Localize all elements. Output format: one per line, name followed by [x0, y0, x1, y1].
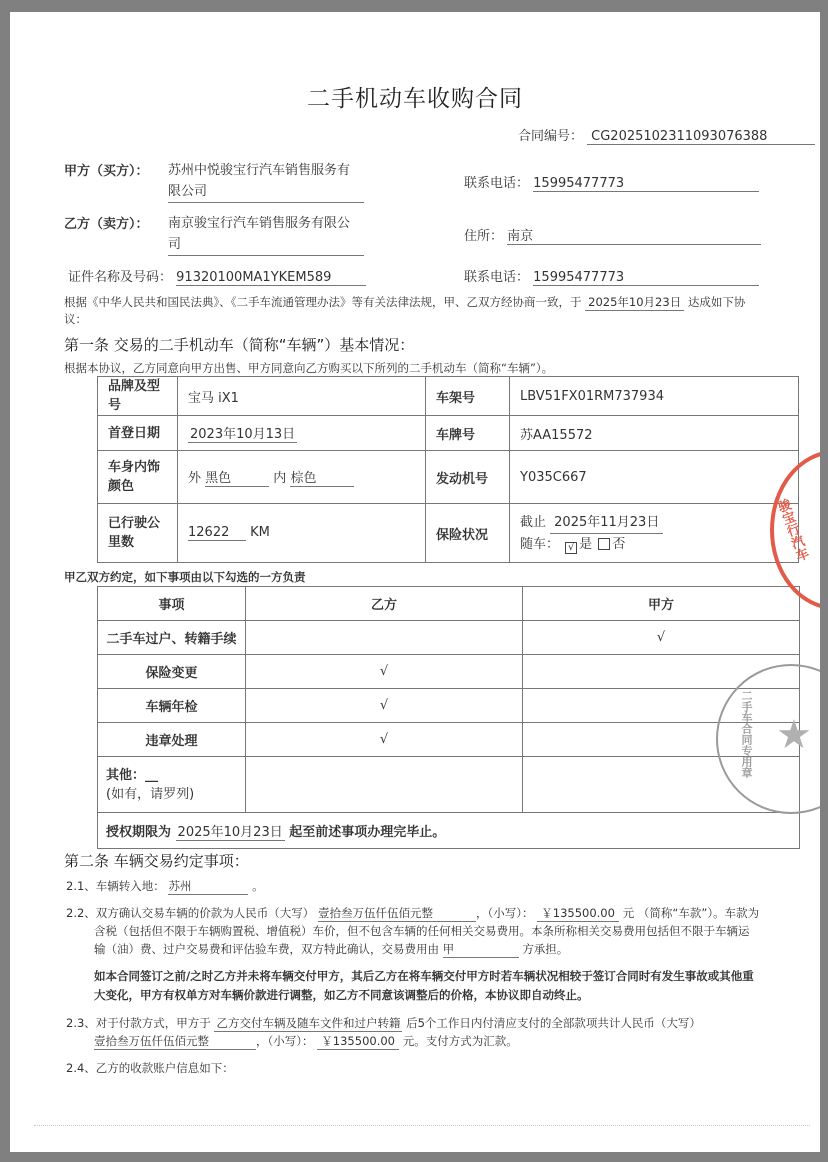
preamble-text-end: 达成如下协 — [687, 295, 746, 309]
exterior-prefix: 外 — [188, 471, 202, 486]
duty-item: 车辆年检 — [98, 689, 246, 723]
vin-value: LBV51FX01RM737934 — [510, 377, 799, 416]
authorization-cell — [98, 813, 800, 849]
contract-number-value: CG2025102311093076388 — [587, 129, 815, 145]
payment-upper: 壹拾叁万伍仟伍佰元整 — [94, 1033, 256, 1050]
clause-2-3-line2 — [94, 1033, 518, 1050]
party-b-label: 乙方（卖方）： — [64, 217, 149, 232]
other-label: 其他： — [106, 767, 146, 783]
header-party-b: 乙方 — [246, 587, 523, 621]
brand-value: 宝马 iX1 — [178, 377, 426, 416]
header-party-a: 甲方 — [522, 587, 799, 621]
table-row — [98, 377, 799, 416]
party-b-name-line2: 司 — [168, 237, 182, 252]
mileage-value: 12622 — [188, 525, 246, 541]
clause-2-2-text: ，（小写）： — [475, 906, 534, 920]
bottom-divider — [34, 1125, 810, 1126]
preamble-text: 根据《中华人民共和国民法典》、《二手车流通管理办法》等有关法律法规，甲、乙双方经协商一致，于 — [64, 295, 582, 309]
red-seal-text: 骏宝行汽车 — [773, 497, 810, 564]
contract-page — [10, 12, 820, 1152]
insurance-label: 保险状况 — [426, 504, 510, 563]
party-a-label: 甲方（买方）： — [64, 164, 149, 179]
clause-2-3-line1 — [66, 1015, 701, 1032]
party-b-id-label: 证件名称及号码： — [68, 270, 173, 285]
contract-number-label: 合同编号： — [518, 129, 584, 144]
authorization-prefix: 授权期限为 — [106, 824, 172, 840]
other-value: __ — [145, 767, 159, 783]
party-b-address-label: 住所： — [464, 229, 504, 244]
clause-2-2-line3 — [94, 941, 568, 958]
clause-2-2-line2: 含税（包括但不限于车辆购置税、增值税）车价，但不包含车辆的任何相关交易费用。本条所称相关交易费用包括但不限于车辆运 — [94, 924, 750, 938]
clause-2-2-text: 双方确认交易车辆的价款为人民币（大写） — [95, 906, 315, 920]
article1-heading: 第一条 交易的二手机动车（简称“车辆”）基本情况： — [64, 336, 415, 354]
party-b-phone — [464, 266, 759, 286]
plate-value: 苏AA15572 — [510, 416, 799, 451]
vin-label: 车架号 — [426, 377, 510, 416]
other-cell — [98, 757, 246, 813]
table-header-row — [98, 587, 800, 621]
header-item: 事项 — [98, 587, 246, 621]
party-b-phone-value: 15995477773 — [533, 270, 759, 286]
clause-end: 。 — [252, 879, 264, 893]
party-b-check — [246, 621, 523, 655]
table-row — [98, 416, 799, 451]
agreement-date: 2025年10月23日 — [585, 294, 684, 311]
yes-label: 是 — [579, 536, 593, 552]
table-row — [98, 621, 800, 655]
clause-number: 2.2、 — [66, 906, 96, 920]
clause-number: 2.3、 — [66, 1016, 96, 1030]
table-row — [98, 689, 800, 723]
table-row — [98, 655, 800, 689]
party-a-name-line1: 苏州中悦骏宝行汽车销售服务有 — [168, 163, 351, 178]
reg-date-value: 2023年10月13日 — [188, 423, 297, 443]
interior-color: 棕色 — [290, 467, 354, 487]
adjustment-clause-line1: 如本合同签订之前/之时乙方并未将车辆交付甲方，其后乙方在将车辆交付甲方时若车辆状况相较于签订合同时有发生事故或其他重 — [94, 969, 754, 983]
engine-label: 发动机号 — [426, 451, 510, 504]
plate-label: 车牌号 — [426, 416, 510, 451]
no-label: 否 — [612, 536, 626, 552]
party-a-phone — [464, 172, 759, 192]
table-row — [98, 504, 799, 563]
reg-date-label: 首登日期 — [98, 416, 178, 451]
fee-party: 甲 — [443, 941, 519, 958]
party-a-phone-value: 15995477773 — [533, 176, 759, 192]
payment-lower: ￥135500.00 — [317, 1033, 399, 1050]
clause-2-3-text: 后5个工作日内付清应支付的全部款项共计人民币（大写） — [406, 1016, 701, 1030]
mileage-label: 已行驶公里数 — [98, 504, 178, 563]
preamble-line2: 议： — [64, 312, 87, 326]
yes-checkbox[interactable]: √ — [565, 542, 577, 554]
clause-2-1 — [66, 878, 264, 895]
insurance-cell — [510, 504, 799, 563]
exterior-color: 黑色 — [205, 467, 269, 487]
duty-item: 保险变更 — [98, 655, 246, 689]
preamble — [64, 294, 745, 311]
party-b-check: √ — [246, 655, 523, 689]
party-a-name — [168, 160, 364, 203]
party-b-name — [168, 213, 364, 256]
party-b-id-value: 91320100MA1YKEM589 — [176, 270, 366, 286]
star-icon: ★ — [776, 712, 812, 758]
with-car-label: 随车： — [520, 536, 560, 552]
duty-table — [97, 586, 800, 849]
insurance-until-date: 2025年11月23日 — [550, 512, 663, 534]
party-a-phone-label: 联系电话： — [464, 176, 530, 191]
party-b-phone-label: 联系电话： — [464, 270, 530, 285]
clause-number: 2.1、 — [66, 879, 96, 893]
mileage-unit: KM — [250, 525, 270, 540]
duty-item: 违章处理 — [98, 723, 246, 757]
table-row-authorization — [98, 813, 800, 849]
color-cell — [178, 451, 426, 504]
clause-2-2-line1 — [66, 905, 759, 922]
reg-date-cell — [178, 416, 426, 451]
brand-label: 品牌及型号 — [98, 377, 178, 416]
other-note: (如有，请罗列) — [106, 786, 195, 802]
clause-2-4 — [66, 1060, 234, 1076]
price-lower: ￥135500.00 — [537, 905, 619, 922]
price-upper: 壹拾叁万伍仟伍佰元整 — [318, 905, 476, 922]
table-row-other — [98, 757, 800, 813]
clause-2-4-text: 乙方的收款账户信息如下： — [95, 1061, 234, 1075]
authorization-date: 2025年10月23日 — [176, 821, 285, 841]
party-a-check: √ — [522, 621, 799, 655]
interior-prefix: 内 — [273, 471, 287, 486]
clause-2-3-text: 对于付款方式，甲方于 — [95, 1016, 211, 1030]
party-b-check: √ — [246, 723, 523, 757]
table-row — [98, 451, 799, 504]
engine-value: Y035C667 — [510, 451, 799, 504]
document-title: 二手机动车收购合同 — [307, 86, 523, 112]
party-b-address-value: 南京 — [507, 225, 761, 245]
party-b-check: √ — [246, 689, 523, 723]
duty-item: 二手车过户、转籍手续 — [98, 621, 246, 655]
article2-heading: 第二条 车辆交易约定事项： — [64, 852, 249, 870]
no-checkbox[interactable] — [598, 538, 610, 550]
adjustment-clause-line2: 大变化，甲方有权单方对车辆价款进行调整，如乙方不同意该调整后的价格，本协议即自动终止。 — [94, 988, 589, 1002]
contract-number — [518, 125, 815, 145]
insurance-until-prefix: 截止 — [520, 514, 547, 530]
clause-2-2-text: 元 （简称“车款”）。车款为 — [622, 906, 760, 920]
party-a-name-line2: 限公司 — [168, 184, 208, 199]
party-b-check — [246, 757, 523, 813]
destination-city: 苏州 — [168, 878, 248, 895]
mileage-cell — [178, 504, 426, 563]
color-label: 车身内饰颜色 — [98, 451, 178, 504]
duty-intro: 甲乙双方约定，如下事项由以下勾选的一方负责 — [64, 570, 306, 584]
article1-intro: 根据本协议，乙方同意向甲方出售、甲方同意向乙方购买以下所列的二手机动车（简称“车辆”）。 — [64, 361, 554, 375]
vehicle-info-table — [97, 376, 799, 563]
party-b-name-line1: 南京骏宝行汽车销售服务有限公 — [168, 216, 351, 231]
authorization-suffix: 起至前述事项办理完毕止。 — [289, 824, 446, 840]
payment-condition: 乙方交付车辆及随车文件和过户转籍 — [216, 1016, 401, 1030]
clause-2-3-text: 元。支付方式为汇款。 — [402, 1034, 518, 1048]
clause-2-2-text: 输（油）费、过户交易费和评估验车费，双方特此确认，交易费用由 — [94, 942, 439, 956]
party-b-id — [68, 266, 366, 286]
gray-seal-text: 二手车合同专用章 — [740, 690, 753, 778]
party-b-address — [464, 225, 761, 245]
table-row — [98, 723, 800, 757]
clause-2-2-text: 方承担。 — [522, 942, 569, 956]
clause-2-3-text: ，（小写）： — [256, 1034, 314, 1048]
clause-2-1-label: 车辆转入地： — [95, 879, 165, 893]
clause-number: 2.4、 — [66, 1061, 96, 1075]
